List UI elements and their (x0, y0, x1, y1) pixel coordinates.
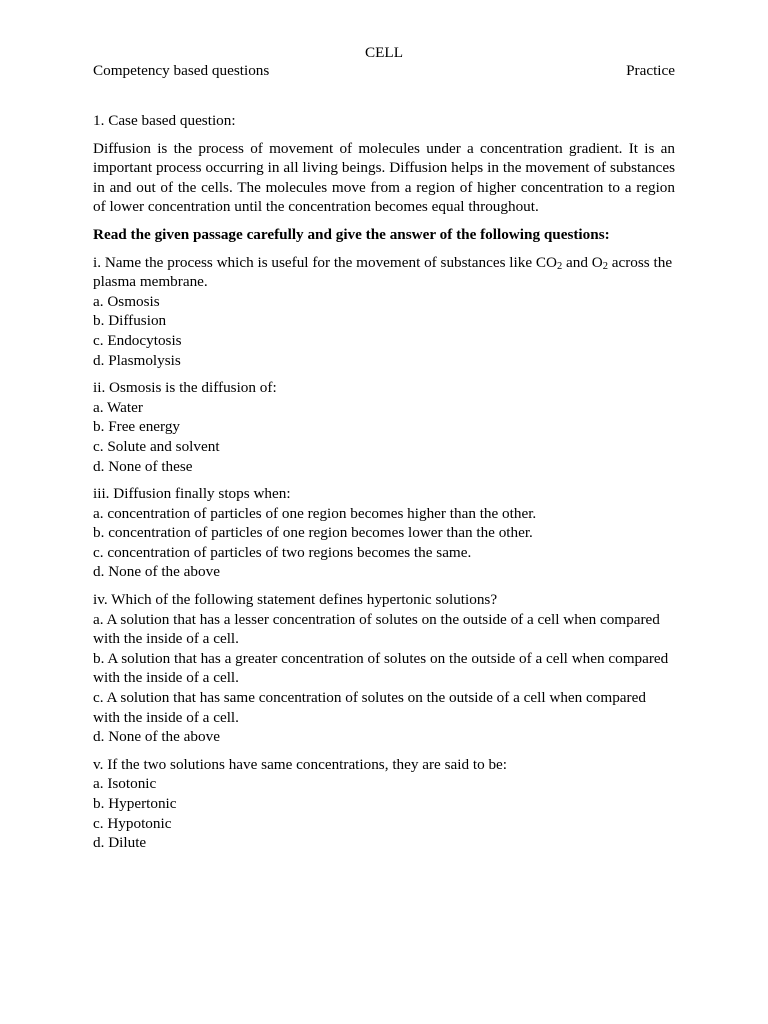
question-3-option-c: c. concentration of particles of two regions becomes the same. (93, 543, 472, 561)
question-5-stem: v. If the two solutions have same concentrations, they are said to be: (93, 755, 508, 773)
question-5-option-c: c. Hypotonic (93, 814, 172, 832)
page-title: CELL (365, 44, 403, 61)
question-4-option-b: b. A solution that has a greater concentration of solutes on the outside of a cell when compared with the inside of a cell. (93, 649, 669, 687)
question-4 (93, 590, 675, 747)
question-5 (93, 755, 675, 853)
question-1-option-d: d. Plasmolysis (93, 351, 181, 369)
question-2-option-a: a. Water (93, 398, 143, 416)
question-4-option-c: c. A solution that has same concentration of solutes on the outside of a cell when compared with the inside of a cell. (93, 689, 646, 726)
question-1 (93, 253, 675, 371)
question-1-option-b: b. Diffusion (93, 312, 167, 330)
question-5-option-a: a. Isotonic (93, 775, 157, 793)
instruction-text: Read the given passage carefully and give the answer of the following questions: (93, 225, 610, 243)
subheader (93, 62, 675, 80)
question-2-option-d: d. None of these (93, 457, 193, 475)
question-2 (93, 378, 675, 476)
question-2-option-c: c. Solute and solvent (93, 437, 220, 455)
question-4-options (93, 610, 675, 747)
question-2-stem: ii. Osmosis is the diffusion of: (93, 379, 277, 397)
question-4-option-d: d. None of the above (93, 728, 220, 746)
question-1-stem-part-c: across the plasma membrane. (93, 253, 673, 291)
section-heading: 1. Case based question: (93, 112, 236, 129)
question-3-option-a: a. concentration of particles of one region becomes higher than the other. (93, 504, 537, 522)
question-5-option-d: d. Dilute (93, 834, 147, 852)
subheader-left: Competency based questions (93, 62, 270, 79)
question-1-option-a: a. Osmosis (93, 292, 160, 310)
question-1-subscript-co2: 2 (556, 260, 563, 272)
passage-text: Diffusion is the process of movement of molecules under a concentration gradient. It is an important process occurring in all living beings. Diffusion helps in the movement of substances in and out of the cells. The molecules move from a region of higher concentration to a region of lower concentration until the concentration becomes equal throughout. (93, 139, 675, 216)
question-2-option-b: b. Free energy (93, 418, 181, 436)
question-4-option-a: a. A solution that has a lesser concentration of solutes on the outside of a cell when compared with the inside of a cell. (93, 610, 660, 648)
question-1-stem-part-b: and O (562, 253, 603, 271)
question-3-option-d: d. None of the above (93, 563, 220, 581)
question-2-options (93, 398, 675, 476)
question-5-option-b: b. Hypertonic (93, 795, 177, 812)
question-1-subscript-o2: 2 (602, 260, 608, 272)
subheader-right: Practice (626, 62, 675, 79)
question-1-options (93, 292, 675, 370)
question-5-options (93, 774, 675, 852)
question-3-options (93, 504, 675, 582)
question-3-option-b: b. concentration of particles of one region becomes lower than the other. (93, 524, 533, 542)
question-4-stem: iv. Which of the following statement defines hypertonic solutions? (93, 591, 498, 609)
question-1-stem-part-a: i. Name the process which is useful for the movement of substances like CO (93, 253, 557, 271)
question-3-stem: iii. Diffusion finally stops when: (93, 485, 291, 503)
question-1-option-c: c. Endocytosis (93, 331, 182, 349)
question-1-stem (93, 253, 675, 292)
question-3 (93, 484, 675, 582)
document-page (93, 44, 675, 853)
